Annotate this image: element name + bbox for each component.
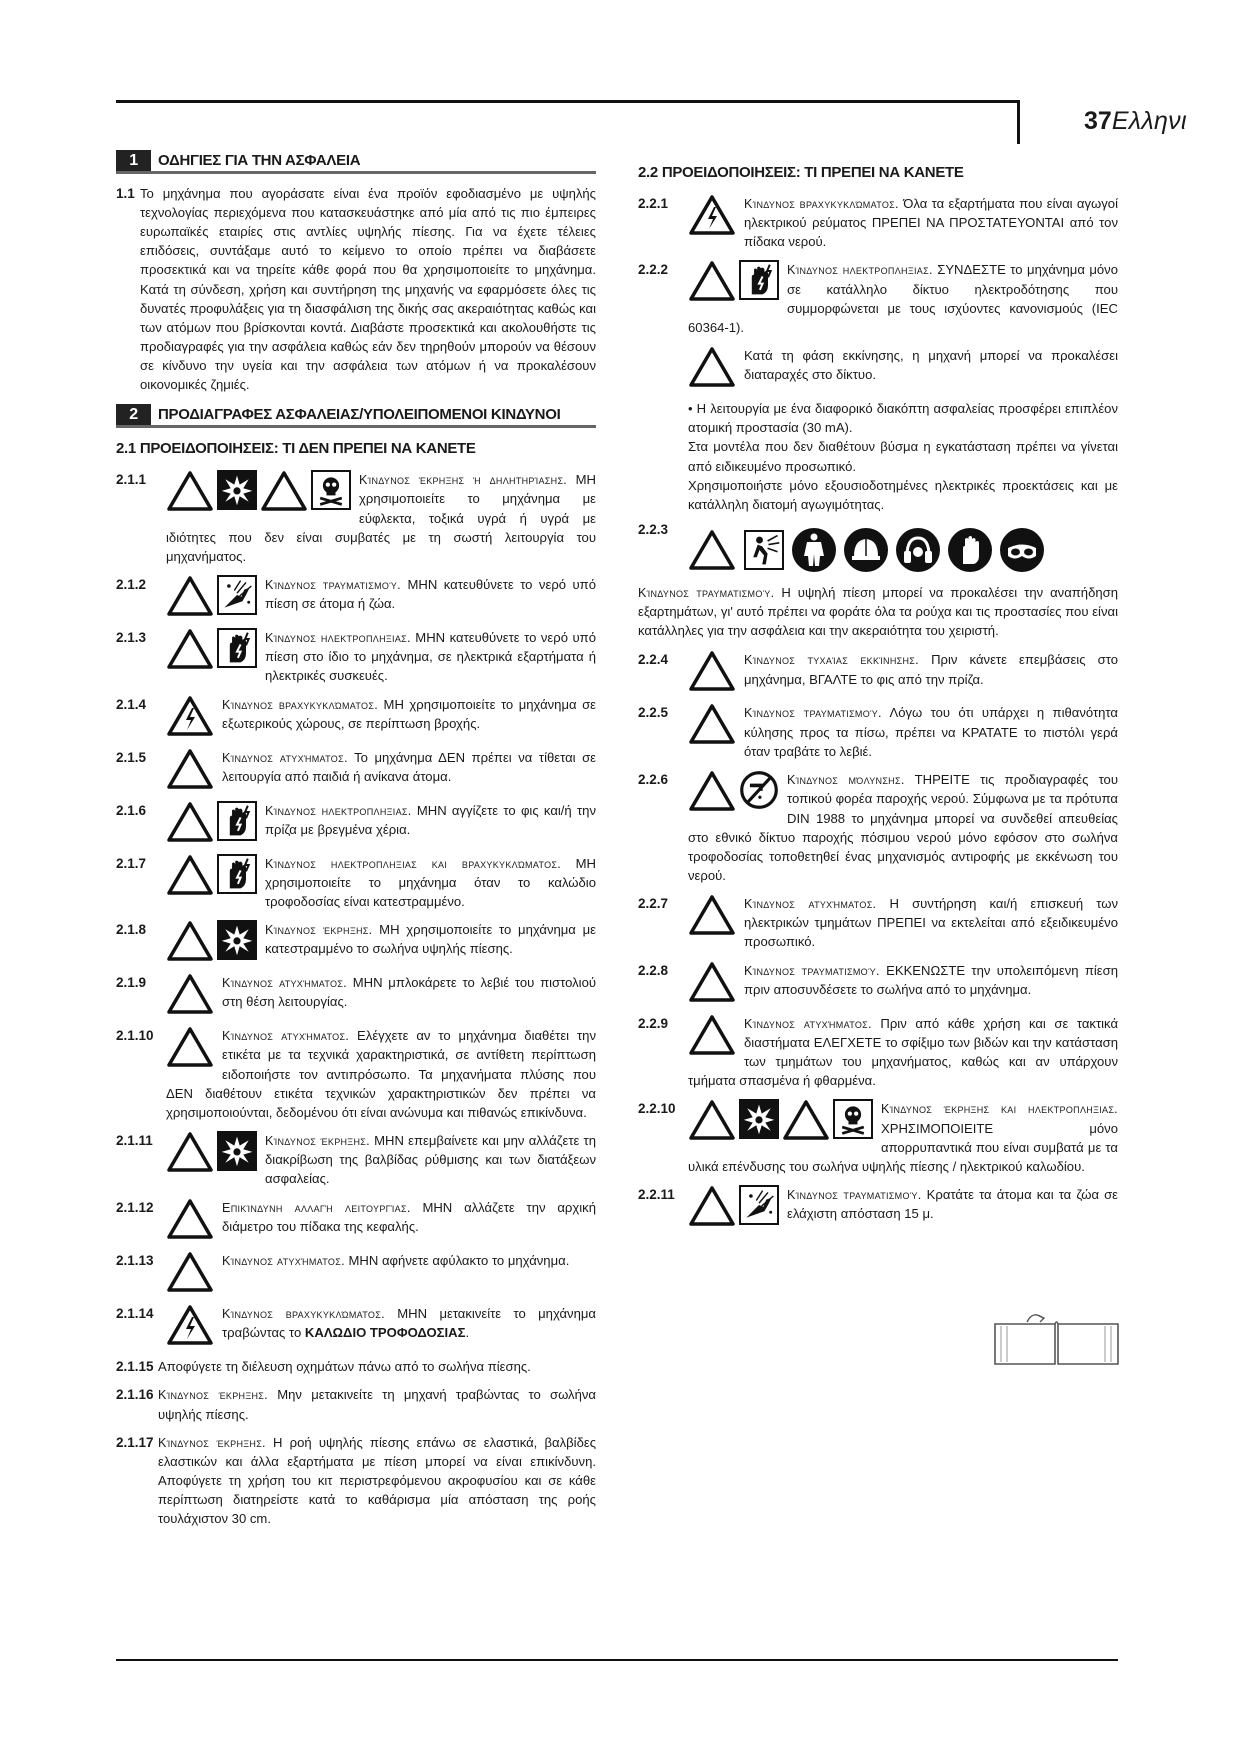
ppe-icons: [688, 528, 1118, 572]
warning-item: 2.1.10 Κίνδυνος ατυχήματος. Ελέγχετε αν το μηχάνημα διαθέτει την ετικέτα με τα τεχνικά χαρακτηριστικά, σε αντίθετη περίπτωση ειδοποιήστε τον αντιπρόσωπο. Τα μηχανήματα πλύσης που ΔΕΝ διαθέτουν ετικέτα τεχνικών χαρακτηριστικών δεν πρέπει να χρησιμοποιούνται, δεδομένου ότι είναι ανώνυμα και πιθανώς επικίνδυνα.: [116, 1028, 596, 1120]
subsection-2-2-title: 2.2 ΠΡΟΕΙΔΟΠΟΙΗΣΕΙΣ: ΤΙ ΠΡΕΠΕΙ ΝΑ ΚΑΝΕΤΕ: [638, 164, 964, 181]
warning-triangle-icon: [688, 1014, 736, 1056]
warning-item: 2.1.14 Κίνδυνος βραχυκυκλώματος. ΜΗΝ μετακινείτε το μηχάνημα τραβώντας το ΚΑΛΩΔΙΟ ΤΡΟΦΟΔΟΣΙΑΣ.: [116, 1304, 596, 1348]
warning-item: 2.2.4 Κίνδυνος τυχαίας εκκίνησης. Πριν κάνετε επεμβάσεις στο μηχάνημα, ΒΓΑΛΤΕ το φις από την πρίζα.: [638, 650, 1118, 694]
warning-triangle-icon: [688, 1185, 736, 1227]
warning-triangle-icon: [166, 973, 214, 1015]
electric-shock-hand-icon: [217, 801, 257, 841]
warning-item: 2.1.4 Κίνδυνος βραχυκυκλώματος. ΜΗ χρησιμοποιείτε το μηχάνημα σε εξωτερικούς χώρους, σε περίπτωση βροχής.: [116, 695, 596, 739]
section-title: ΟΔΗΓΙΕΣ ΓΙΑ ΤΗΝ ΑΣΦΑΛΕΙΑ: [158, 151, 361, 169]
flying-debris-icon: [744, 530, 784, 570]
warning-item: 2.2.9 Κίνδυνος ατυχήματος. Πριν από κάθε χρήση και σε τακτικά διαστήματα ΕΛΕΓΧΕΤΕ το σφίξιμο των βιδών και την κατάσταση των τμημάτων του μηχανήματος, καθώς και αν υπάρχουν τμήματα σπασμένα ή φθαρμένα.: [638, 1015, 1119, 1089]
header-rule: [116, 100, 1020, 103]
warning-item: 2.2.5 Κίνδυνος τραυματισμού. Λόγω του ότι υπάρχει η πιθανότητα κύλησης προς τα πίσω, πρέπει να ΚΡΑΤΑΤΕ το πιστόλι γερά όταν τραβάτε το λεβιέ.: [638, 705, 1118, 759]
intro-text: Το μηχάνημα που αγοράσατε είναι ένα προϊόν εφοδιασμένο με υψηλής τεχνολογίας περιεχόμενα που κατασκευάστηκε από μία από τις πιο έμπειρες ευρωπαϊκές εταιρίες στις αντλίες υψηλής πίεσης. Για να έχετε τέλειες επιδόσεις, συντάξαμε αυτό το κείμενο το οποίο πρέπει να διαβάσετε προσεκτικά και να τηρείτε κάθε φορά που θα χρησιμοποιείτε το μηχάνημα. Κατά τη σύνδεση, χρήση και συντήρηση της μηχανής να εφαρμόσετε όλες τις δυνατές προφυλάξεις για τη διασφάλιση της δικής σας ακεραιότητας καθώς και των ατόμων που βρίσκονται κοντά. Διαβάστε προσεκτικά και ακολουθήστε τις προδιαγραφές για την ασφάλεια καθώς εάν δεν τηρηθούν μπορούν να θέσουν σε κίνδυνο την υγεία και την ασφάλεια των ατόμων ή να προκαλέσουν οικονομικές ζημιές.: [140, 186, 596, 393]
warning-triangle-icon: [166, 1251, 214, 1293]
warning-triangle-icon: [688, 650, 736, 692]
explosion-icon: [217, 1131, 257, 1171]
footer-rule: [116, 1659, 1118, 1661]
electrical-hazard-icon: [166, 695, 214, 737]
warning-item: 2.1.13 Κίνδυνος ατυχήματος. ΜΗΝ αφήνετε αφύλακτο το μηχάνημα.: [116, 1251, 596, 1295]
toxic-skull-icon: [833, 1099, 873, 1139]
warning-triangle-icon: [166, 801, 214, 843]
warning-triangle-icon: [688, 1099, 736, 1141]
injury-ppe-text: Κίνδυνος τραυματισμού. Η υψηλή πίεση μπορεί να προκαλέσει την αναπήδηση εξαρτημάτων, γι' αυτό πρέπει να φοράτε όλα τα ρούχα και τις προστασίες που είναι κατάλληλες για την ασφάλεια και την ακεραιότητα του χειριστή.: [638, 584, 1119, 639]
warning-item: 2.1.6 Κίνδυνος ηλεκτροπληξιας. ΜΗΝ αγγίζετε το φις και/ή την πρίζα με βρεγμένα χέρια.: [116, 801, 596, 845]
gloves-icon: [948, 528, 992, 572]
warning-item: 2.1.7 Κίνδυνος ηλεκτροπληξιας και βραχυκυκλώματος. ΜΗ χρησιμοποιείτε το μηχάνημα όταν το καλώδιο τροφοδοσίας είναι κατεστραμμένο.: [116, 855, 597, 909]
electric-shock-hand-icon: [739, 260, 779, 300]
warning-item: 2.1.15 Αποφύγετε τη διέλευση οχημάτων πάνω από το σωλήνα πίεσης.: [116, 1358, 531, 1374]
warning-item: 2.2.6 Κίνδυνος μόλυνσης. ΤΗΡΕΙΤΕ τις προδιαγραφές του τοπικού φορέα παροχής νερού. Σύμφωνα με τα πρότυπα DIN 1988 το μηχάνημα μπορεί να συνδεθεί απευθείας στο εθνικό δίκτυο παροχής πόσιμου νερού μόνο εφόσον στο σωλήνα τροφοδοσίας τοποθετηθεί ένας μηχανισμός αντιροφής με εκκένωση του νερού.: [638, 772, 1119, 883]
section-2-heading: [116, 404, 596, 428]
section-1-heading: [116, 150, 596, 174]
warning-triangle-icon: [166, 1198, 214, 1240]
warning-triangle-icon: [688, 260, 736, 302]
rcd-note: • Η λειτουργία με ένα διαφορικό διακόπτη ασφαλείας προσφέρει επιπλέον ατομική προστασία (30 mA).: [688, 401, 1118, 436]
electrical-hazard-icon: [166, 1304, 214, 1346]
subsection-2-1-title: 2.1 ΠΡΟΕΙΔΟΠΟΙΗΣΕΙΣ: ΤΙ ΔΕΝ ΠΡΕΠΕΙ ΝΑ ΚΑΝΕΤΕ: [116, 440, 476, 458]
helmet-icon: [844, 528, 888, 572]
right-column: [638, 150, 1118, 1238]
explosion-icon: [217, 920, 257, 960]
warning-item: 2.2.8 Κίνδυνος τραυματισμού. ΕΚΚΕΝΩΣΤΕ την υπολειπόμενη πίεση πριν αποσυνδέσετε το σωλήνα από το μηχάνημα.: [638, 961, 1118, 1005]
warning-triangle-icon: [166, 470, 214, 512]
warning-item: 2.1.3 Κίνδυνος ηλεκτροπληξιας. ΜΗΝ κατευθύνετε το νερό υπό πίεση στο ίδιο το μηχάνημα, σε ηλεκτρικά εξαρτήματα ή ηλεκτρικές συσκευές.: [116, 629, 596, 684]
warning-item: 2.1.12 Επικίνδυνη αλλαγή λειτουργίας. ΜΗΝ αλλάζετε την αρχική διάμετρο του πίδακα της κεφαλής.: [116, 1198, 596, 1242]
warning-triangle-icon: [688, 770, 736, 812]
header-corner-rule: [1017, 100, 1020, 144]
warning-item: 2.2.2 Κίνδυνος ηλεκτροπληξιας. ΣΥΝΔΕΣΤΕ το μηχάνημα μόνο σε κατάλληλο δίκτυο ηλεκτροδότησης που συμμορφώνεται με τους ισχύοντες κανονισμούς (IEC 60364-1).: [638, 262, 1119, 336]
extension-note: Χρησιμοποιήστε μόνο εξουσιοδοτημένες ηλεκτρικές προεκτάσεις και με κατάλληλη διατομή αγωγιμότητας.: [688, 477, 1118, 512]
warning-triangle-icon: [166, 748, 214, 790]
section-number: 2: [116, 404, 151, 425]
warning-triangle-icon: [166, 575, 214, 617]
electric-shock-hand-icon: [217, 628, 257, 668]
explosion-icon: [739, 1099, 779, 1139]
startup-note: Κατά τη φάση εκκίνησης, η μηχανή μπορεί να προκαλέσει διαταραχές στο δίκτυο.: [638, 346, 1118, 390]
warning-triangle-icon: [166, 854, 214, 896]
warning-item: 2.1.9 Κίνδυνος ατυχήματος. ΜΗΝ μπλοκάρετε το λεβιέ του πιστολιού στη θέση λειτουργίας.: [116, 973, 596, 1017]
warning-triangle-icon: [166, 1131, 214, 1173]
section-number: 1: [116, 150, 151, 171]
goggles-icon: [1000, 528, 1044, 572]
warning-item: 2.2.1 Κίνδυνος βραχυκυκλώματος. Όλα τα εξαρτήματα που είναι αγωγοί ηλεκτρικού ρεύματος ΠΡΕΠΕΙ ΝΑ ΠΡΟΣΤΑΤΕΥΟΝΤΑΙ από τον πίδακα νερού.: [638, 195, 1118, 250]
warning-item: 2.1.2 Κίνδυνος τραυματισμού. ΜΗΝ κατευθύνετε το νερό υπό πίεση σε άτομα ή ζώα.: [116, 575, 596, 619]
warning-item: 2.1.8 Κίνδυνος έκρηξης. ΜΗ χρησιμοποιείτε το μηχάνημα με κατεστραμμένο το σωλήνα υψηλής πίεσης.: [116, 920, 596, 964]
ear-protection-icon: [896, 528, 940, 572]
toxic-skull-icon: [311, 470, 351, 510]
electrical-notes: [638, 399, 1118, 514]
warning-item: 2.1.16 Κίνδυνος έκρηξης. Μην μετακινείτε τη μηχανή τραβώντας το σωλήνα υψηλής πίεσης.: [116, 1387, 596, 1422]
warning-item: 2.2.3: [638, 520, 1118, 578]
warning-item: 2.2.7 Κίνδυνος ατυχήματος. Η συντήρηση και/ή επισκευή των ηλεκτρικών τμημάτων ΠΡΕΠΕΙ να εκτελείται από εξειδικευμένο προσωπικό.: [638, 895, 1118, 950]
paragraph-1-1: 1.1 Το μηχάνημα που αγοράσατε είναι ένα προϊόν εφοδιασμένο με υψηλής τεχνολογίας περιεχόμενα που κατασκευάστηκε από μία από τις πιο έμπειρες ευρωπαϊκές εταιρίες στις αντλίες υψηλής πίεσης. Για να έχετε τέλειες επιδόσεις, συντάξαμε αυτό το κείμενο το οποίο πρέπει να διαβάσετε προσεκτικά και να τηρείτε κάθε φορά που θα χρησιμοποιείτε το μηχάνημα. Κατά τη σύνδεση, χρήση και συντήρηση της μηχανής να εφαρμόσετε όλες τις δυνατές προφυλάξεις για τη διασφάλιση της δικής σας ακεραιότητας καθώς και των ατόμων που βρίσκονται κοντά. Διαβάστε προσεκτικά και ακολουθήστε τις προδιαγραφές για την ασφάλεια καθώς εάν δεν τηρηθούν μπορούν να θέσουν σε κίνδυνο την υγεία και την ασφάλεια των ατόμων ή να προκαλέσουν οικονομικές ζημιές.: [116, 184, 596, 394]
warning-triangle-icon: [260, 470, 308, 512]
open-book-icon: [993, 1308, 1120, 1368]
warning-triangle-icon: [166, 920, 214, 962]
warning-triangle-icon: [166, 628, 214, 670]
warning-item: 2.1.1 Κίνδυνος έκρηξης ή δηλητηρίασης. ΜΗ χρησιμοποιείτε το μηχάνημα με εύφλεκτα, τοξικά υγρά ή υγρά με ιδιότητες που δεν είναι συμβατές με τη σωστή λειτουργία του μηχανήματος.: [116, 472, 596, 564]
no-drinking-water-icon: [739, 770, 779, 810]
section-title: ΠΡΟΔΙΑΓΡΑΦΕΣ ΑΣΦΑΛΕΙΑΣ/ΥΠΟΛΕΙΠΟΜΕΝΟΙ ΚΙΝΔΥΝΟΙ: [158, 405, 561, 423]
protective-suit-icon: [792, 528, 836, 572]
warning-triangle-icon: [688, 961, 736, 1003]
warning-triangle-icon: [688, 529, 736, 571]
page-number: 37Ελληνι: [1084, 107, 1187, 135]
warning-item: 2.1.11 Κίνδυνος έκρηξης. ΜΗΝ επεμβαίνετε και μην αλλάζετε τη διακρίβωση της βαλβίδας ρύθμισης και των διατάξεων ασφαλείας.: [116, 1132, 597, 1187]
warning-item: 2.2.11 Κίνδυνος τραυματισμού. Κρατάτε τα άτομα και τα ζώα σε ελάχιστη απόσταση 15 μ.: [638, 1185, 1118, 1229]
explosion-icon: [217, 470, 257, 510]
water-jet-injury-icon: [217, 575, 257, 615]
electric-shock-hand-icon: [217, 854, 257, 894]
warning-triangle-icon: [688, 346, 736, 388]
warning-item: 2.2.10 Κίνδυνος έκρηξης και ηλεκτροπληξιας. ΧΡΗΣΙΜΟΠΟΙΕΙΤΕ μόνο απορρυπαντικά που είναι συμβατά με τα υλικά επένδυσης του σωλήνα υψηλής πίεσης / ηλεκτρικού καλωδίου.: [638, 1101, 1118, 1174]
water-jet-injury-icon: [739, 1185, 779, 1225]
warning-triangle-icon: [688, 703, 736, 745]
language-label: Ελληνι: [1111, 107, 1187, 135]
warning-triangle-icon: [688, 894, 736, 936]
warning-item: 2.1.17 Κίνδυνος έκρηξης. Η ροή υψηλής πίεσης επάνω σε ελαστικά, βαλβίδες ελαστικών και άλλα εξαρτήματα με πίεση μπορεί να είναι επικίνδυνη. Αποφύγετε τη χρήση του κιτ περιστρεφόμενου ακροφυσίου και σε κάθε περίπτωση διατηρείστε κατά το καθάρισμα μία απόσταση της ροής τουλάχιστον 30 cm.: [116, 1434, 597, 1527]
warning-triangle-icon: [782, 1099, 830, 1141]
plug-note: Στα μοντέλα που δεν διαθέτουν βύσμα η εγκατάσταση πρέπει να γίνεται από ειδικευμένο προσωπικό.: [688, 439, 1118, 474]
warning-item: 2.1.5 Κίνδυνος ατυχήματος. Το μηχάνημα ΔΕΝ πρέπει να τίθεται σε λειτουργία από παιδιά ή ανίκανα άτομα.: [116, 748, 596, 792]
warning-triangle-icon: [166, 1026, 214, 1068]
left-column: [116, 150, 596, 1538]
electrical-hazard-icon: [688, 194, 736, 236]
